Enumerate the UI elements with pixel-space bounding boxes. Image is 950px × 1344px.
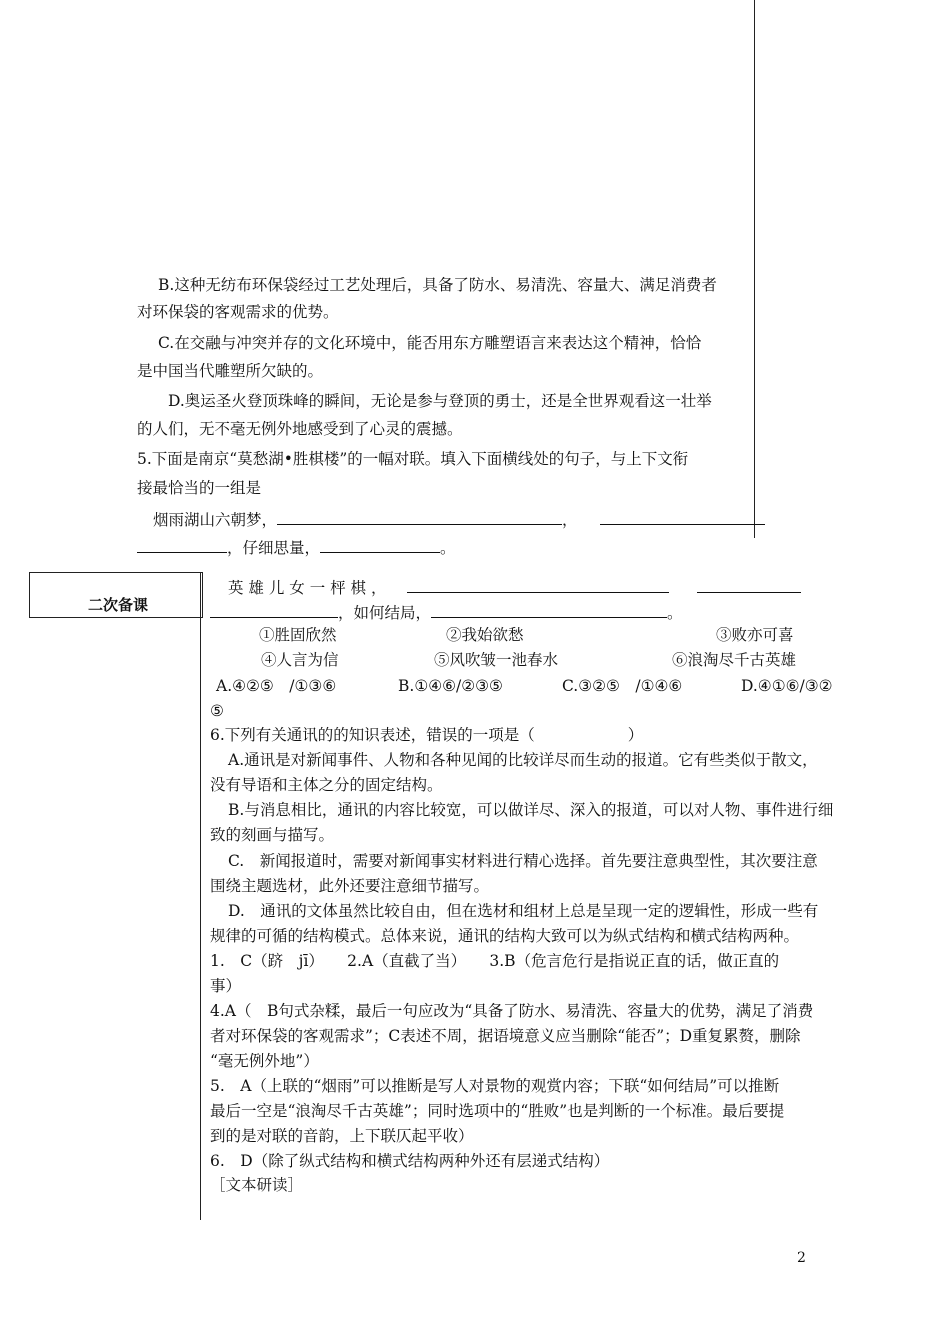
option-1: ①胜固欣然 xyxy=(259,626,337,644)
option-c-line2: 是中国当代雕塑所欠缺的。 xyxy=(137,362,324,380)
choice-b: B.①④⑥/②③⑤ xyxy=(398,677,503,695)
answer-5-line3: 到的是对联的音韵，上下联仄起平收） xyxy=(210,1127,474,1145)
option-b-line1: B.这种无纺布环保袋经过工艺处理后，具备了防水、易清洗、容量大、满足消费者 xyxy=(158,276,717,294)
option-2: ②我始欲愁 xyxy=(446,626,524,644)
choice-d-tail: ⑤ xyxy=(210,702,224,720)
answer-1-3-line1: 1. C（跻 jī） 2.A（直截了当） 3.B（危言危行是指说正直的话，做正直的 xyxy=(210,952,780,970)
question-5-line1: 5.下面是南京“莫愁湖•胜棋楼”的一幅对联。填入下面横线处的句子，与上下文衔 xyxy=(137,450,689,468)
answer-4-line3: “毫无例外地”） xyxy=(210,1052,319,1070)
q6-option-d-line1: D. 通讯的文体虽然比较自由，但在选材和组材上总是呈现一定的逻辑性，形成一些有 xyxy=(228,902,819,920)
answer-6: 6. D（除了纵式结构和横式结构两种外还有层递式结构） xyxy=(210,1152,610,1170)
option-d-line1: D.奥运圣火登顶珠峰的瞬间，无论是参与登顶的勇士，还是全世界观看这一壮举 xyxy=(168,392,712,410)
couplet-1-text: 烟雨湖山六朝梦， xyxy=(153,511,278,529)
choice-a: A.④②⑤ /①③⑥ xyxy=(216,677,337,695)
q6-option-a-line2: 没有导语和主体之分的固定结构。 xyxy=(210,776,443,794)
q6-option-d-line2: 规律的可循的结构模式。总体来说，通讯的结构大致可以为纵式结构和横式结构两种。 xyxy=(210,927,800,945)
option-5: ⑤风吹皱一池春水 xyxy=(434,651,559,669)
answer-5-line1: 5. A（上联的“烟雨”可以推断是写人对景物的观赏内容；下联“如何结局”可以推断 xyxy=(210,1077,780,1095)
option-3: ③败亦可喜 xyxy=(716,626,794,644)
option-b-line2: 对环保袋的客观需求的优势。 xyxy=(137,303,339,321)
blank-4 xyxy=(320,538,440,553)
option-d-line2: 的人们，无不毫无例外地感受到了心灵的震撼。 xyxy=(137,420,463,438)
couplet-3-text: 英 雄 儿 女 一 枰 棋 ， xyxy=(228,579,387,597)
blank-3 xyxy=(137,538,227,553)
couplet-2-end: 。 xyxy=(440,539,456,557)
blank-7 xyxy=(210,603,338,618)
couplet-line-3 xyxy=(228,578,801,597)
couplet-line-4 xyxy=(210,603,683,622)
answer-5-line2: 最后一空是“浪淘尽千古英雄”；同时选项中的“胜败”也是判断的一个标准。最后要提 xyxy=(210,1102,785,1120)
question-6-stem: 6.下列有关通讯的的知识表述，错误的一项是（ ） xyxy=(210,726,644,744)
blank-2 xyxy=(600,510,765,525)
choice-c: C.③②⑤ /①④⑥ xyxy=(562,677,683,695)
option-4: ④人言为信 xyxy=(261,651,339,669)
sidebar-label: 二次备课 xyxy=(88,596,149,614)
couplet-4-end: 。 xyxy=(667,604,683,622)
page-number: 2 xyxy=(797,1250,806,1266)
blank-5 xyxy=(407,578,669,593)
left-column-rule xyxy=(200,572,201,1220)
q6-option-b-line1: B.与消息相比，通讯的内容比较宽，可以做详尽、深入的报道，可以对人物、事件进行细 xyxy=(228,801,834,819)
question-5-line2: 接最恰当的一组是 xyxy=(137,479,262,497)
couplet-4-mid: ，如何结局， xyxy=(338,604,432,622)
blank-6 xyxy=(697,578,801,593)
option-6: ⑥浪淘尽千古英雄 xyxy=(672,651,797,669)
right-margin-rule xyxy=(754,0,755,538)
couplet-2-mid: ，仔细思量， xyxy=(227,539,321,557)
couplet-line-1 xyxy=(153,510,765,529)
q6-option-b-line2: 致的刻画与描写。 xyxy=(210,826,335,844)
couplet-1-separator: ， xyxy=(562,511,578,529)
couplet-line-2 xyxy=(137,538,456,557)
blank-1 xyxy=(277,510,562,525)
answer-1-3-line2: 事） xyxy=(210,977,242,995)
section-heading: ［文本研读］ xyxy=(210,1176,304,1194)
q6-option-c-line1: C. 新闻报道时，需要对新闻事实材料进行精心选择。首先要注意典型性，其次要注意 xyxy=(228,852,818,870)
answer-4-line2: 者对环保袋的客观需求”；C表述不周，据语境意义应当删除“能否”；D重复累赘，删除 xyxy=(210,1027,801,1045)
answer-4-line1: 4.A（ B句式杂糅，最后一句应改为“具备了防水、易清洗、容量大的优势，满足了消费 xyxy=(210,1002,814,1020)
choice-d: D.④①⑥/③② xyxy=(741,677,833,695)
q6-option-a-line1: A.通讯是对新闻事件、人物和各种见闻的比较详尽而生动的报道。它有些类似于散文， xyxy=(228,751,818,769)
q6-option-c-line2: 围绕主题选材，此外还要注意细节描写。 xyxy=(210,877,490,895)
option-c-line1: C.在交融与冲突并存的文化环境中，能否用东方雕塑语言来表达这个精神，恰恰 xyxy=(158,334,702,352)
blank-8 xyxy=(431,603,667,618)
